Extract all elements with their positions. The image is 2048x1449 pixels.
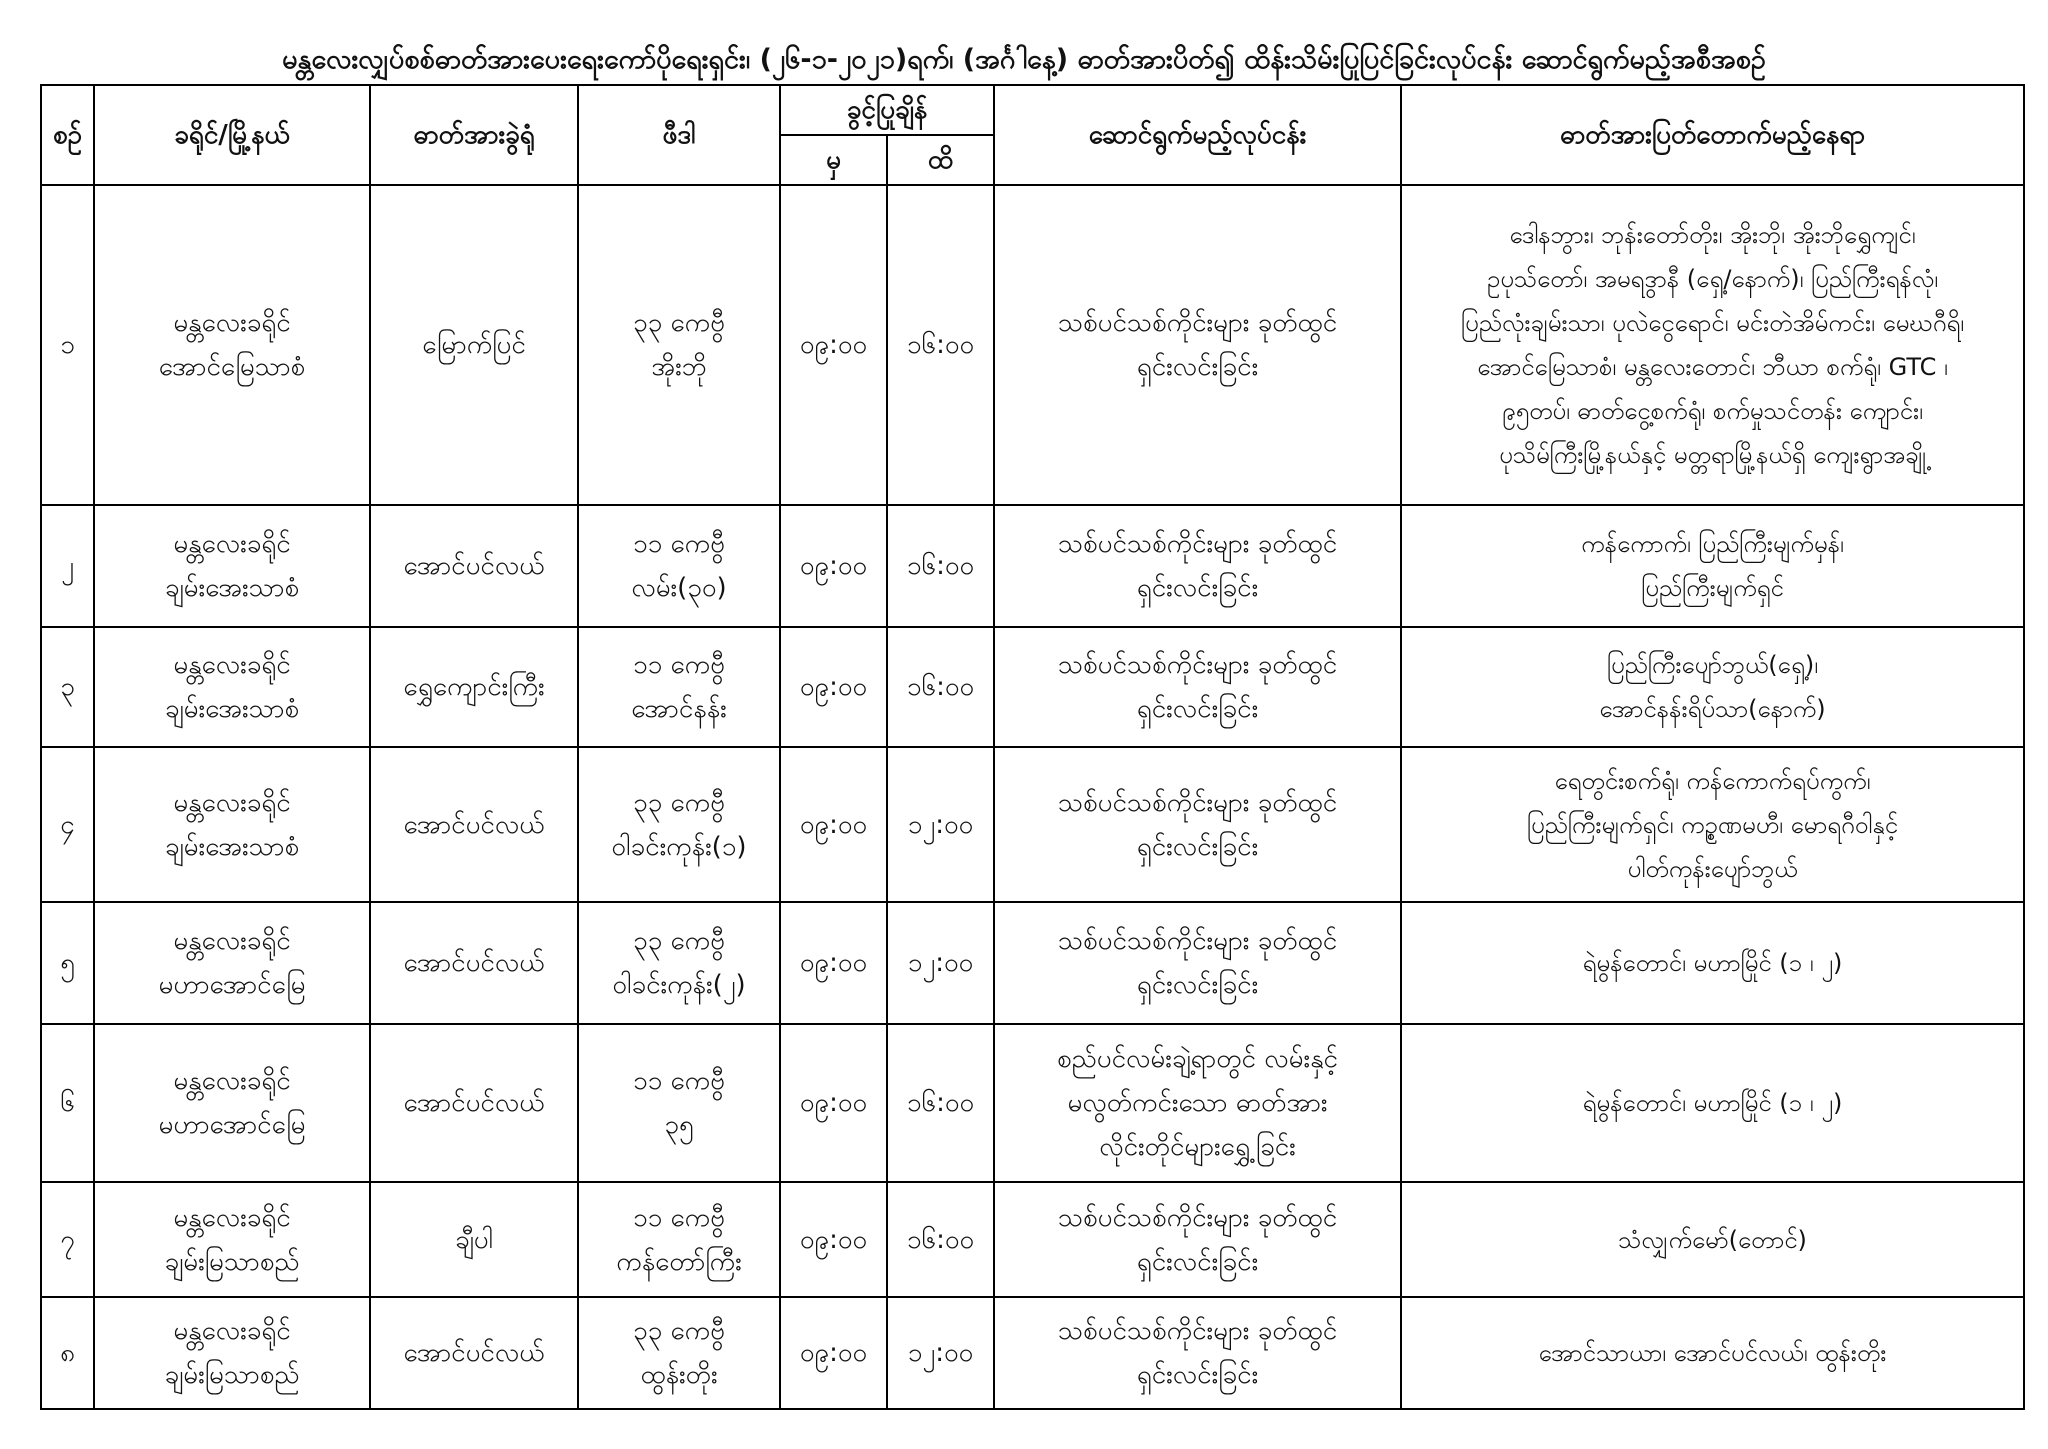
time-from-cell: ၀၉:၀၀ [780, 902, 887, 1024]
header-from: မှ [780, 135, 887, 185]
region-cell-line: အောင်မြေသာစံ [158, 352, 306, 382]
areas-cell-line: အောင်နန်းရိပ်သာ(နောက်) [1599, 695, 1826, 723]
areas-cell [1401, 627, 2024, 747]
region-cell [94, 505, 370, 627]
feeder-cell-line: ဝါခင်းကုန်း(၂) [612, 970, 746, 1000]
work-cell [994, 1297, 1401, 1409]
region-cell [94, 902, 370, 1024]
feeder-cell-line: ၃၃ ကေဗွီ [633, 926, 725, 956]
time-to-cell: ၁၆:၀၀ [887, 627, 994, 747]
header-no: စဉ် [41, 85, 94, 185]
time-to-cell: ၁၆:၀၀ [887, 185, 994, 505]
header-areas: ဓာတ်အားပြတ်တောက်မည့်နေရာ [1401, 85, 2024, 185]
work-cell [994, 505, 1401, 627]
areas-cell [1401, 1182, 2024, 1297]
feeder-cell-line: ၃၃ ကေဗွီ [633, 308, 725, 338]
time-from-cell: ၀၉:၀၀ [780, 1182, 887, 1297]
table-row [41, 902, 2024, 1024]
work-cell [994, 1182, 1401, 1297]
areas-cell-line: ဥပုသ်တော်၊ အမရဒွာနီ (ရှေ့/နောက်)၊ ပြည်ကြီးရန်လုံ၊ [1486, 265, 1939, 293]
region-cell-line: ချမ်းအေးသာစံ [164, 831, 300, 862]
feeder-cell-line: ၁၁ ကေဗွီ [633, 1066, 725, 1096]
areas-cell-line: သံလျှက်မော်(တောင်) [1618, 1225, 1807, 1254]
region-cell-line: မန္တလေးခရိုင် [173, 650, 291, 680]
work-cell-line: သစ်ပင်သစ်ကိုင်းများ ခုတ်ထွင် [1057, 308, 1338, 338]
feeder-cell-line: ဝါခင်းကုန်း(၁) [611, 831, 747, 862]
region-cell [94, 1297, 370, 1409]
work-cell-line: လိုင်းတိုင်များရွှေ့ခြင်း [1099, 1132, 1296, 1162]
areas-cell [1401, 1297, 2024, 1409]
time-from-cell: ၀၉:၀၀ [780, 627, 887, 747]
header-region: ခရိုင်/မြို့နယ် [94, 85, 370, 185]
feeder-cell [578, 1297, 780, 1409]
work-cell-line: သစ်ပင်သစ်ကိုင်းများ ခုတ်ထွင် [1057, 1202, 1338, 1233]
areas-cell-line: အောင်သာယာ၊ အောင်ပင်လယ်၊ ထွန်းတိုး [1538, 1339, 1887, 1367]
time-to-cell: ၁၂:၀၀ [887, 1297, 994, 1409]
feeder-cell [578, 1024, 780, 1182]
areas-cell-line: ရဲမွန်တောင်၊ မဟာမြိုင် (၁ ၊ ၂) [1582, 949, 1843, 977]
areas-cell [1401, 747, 2024, 902]
work-cell-line: ရှင်းလင်းခြင်း [1136, 352, 1259, 382]
header-permitted-time: ခွင့်ပြုချိန် [780, 85, 994, 135]
region-cell-line: မန္တလေးခရိုင် [173, 1066, 291, 1096]
areas-cell-line: ပုသိမ်ကြီးမြို့နယ်နှင့် မတ္တရာမြို့နယ်ရှိ ကျေးရွာအချို့ [1499, 441, 1926, 469]
work-cell-line: သစ်ပင်သစ်ကိုင်းများ ခုတ်ထွင် [1057, 926, 1338, 956]
table-row [41, 747, 2024, 902]
areas-cell [1401, 1024, 2024, 1182]
substation-cell: မြောက်ပြင် [370, 185, 578, 505]
region-cell-line: မန္တလေးခရိုင် [173, 926, 291, 956]
row-number: ၇ [41, 1182, 94, 1297]
substation-cell: အောင်ပင်လယ် [370, 747, 578, 902]
substation-cell: အောင်ပင်လယ် [370, 1297, 578, 1409]
areas-cell-line: ပါတ်ကုန်းပျော်ဘွယ် [1627, 854, 1798, 883]
header-to: ထိ [887, 135, 994, 185]
areas-cell-line: ကန်ကောက်၊ ပြည်ကြီးမျက်မှန်၊ [1581, 530, 1844, 558]
areas-cell [1401, 902, 2024, 1024]
substation-cell: အောင်ပင်လယ် [370, 902, 578, 1024]
region-cell [94, 747, 370, 902]
feeder-cell [578, 185, 780, 505]
areas-cell-line: ပြည်ကြီးပျော်ဘွယ်(ရှေ့)၊ [1606, 651, 1819, 679]
feeder-cell-line: ၁၁ ကေဗွီ [633, 529, 725, 559]
work-cell [994, 1024, 1401, 1182]
work-cell-line: သစ်ပင်သစ်ကိုင်းများ ခုတ်ထွင် [1057, 787, 1338, 818]
header-feeder: ဖီဒါ [578, 85, 780, 185]
region-cell-line: ချမ်းအေးသာစံ [164, 573, 300, 603]
work-cell-line: သစ်ပင်သစ်ကိုင်းများ ခုတ်ထွင် [1057, 650, 1338, 680]
work-cell-line: ရှင်းလင်းခြင်း [1136, 970, 1259, 1000]
work-cell-line: ရှင်းလင်းခြင်း [1136, 1360, 1259, 1390]
work-cell-line: မလွတ်ကင်းသော ဓာတ်အား [1067, 1088, 1328, 1118]
region-cell [94, 185, 370, 505]
feeder-cell [578, 747, 780, 902]
feeder-cell-line: အောင်နန်း [631, 694, 727, 724]
work-cell [994, 627, 1401, 747]
outage-schedule-table [40, 84, 2025, 1410]
row-number: ၈ [41, 1297, 94, 1409]
row-number: ၂ [41, 505, 94, 627]
areas-cell-line: အောင်မြေသာစံ၊ မန္တလေးတောင်၊ ဘီယာ စက်ရုံ၊ GTC ၊ [1477, 353, 1948, 381]
region-cell-line: မန္တလေးခရိုင် [173, 787, 291, 818]
areas-cell-line: ပြည်ကြီးမျက်ရှင် [1641, 574, 1784, 602]
region-cell-line: ချမ်းအေးသာစံ [164, 694, 300, 724]
table-row [41, 627, 2024, 747]
areas-cell-line: ပြည်လုံးချမ်းသာ၊ ပုလဲငွေရောင်၊ မင်းတဲအိမ်ကင်း၊ မေဃဂီရိ၊ [1460, 309, 1965, 337]
region-cell-line: ချမ်းမြသာစည် [164, 1360, 300, 1390]
feeder-cell-line: ၁၁ ကေဗွီ [633, 1202, 725, 1233]
work-cell-line: စည်ပင်လမ်းချဲ့ရာတွင် လမ်းနှင့် [1057, 1044, 1338, 1074]
feeder-cell-line: အိုးဘို [651, 352, 707, 382]
feeder-cell-line: ၃၅ [664, 1110, 694, 1140]
time-to-cell: ၁၆:၀၀ [887, 505, 994, 627]
substation-cell: ချီပါ [370, 1182, 578, 1297]
table-row [41, 1297, 2024, 1409]
feeder-cell-line: ၃၃ ကေဗွီ [633, 1316, 725, 1346]
header-work: ဆောင်ရွက်မည့်လုပ်ငန်း [994, 85, 1401, 185]
work-cell-line: သစ်ပင်သစ်ကိုင်းများ ခုတ်ထွင် [1057, 1316, 1338, 1346]
feeder-cell-line: ကန်တော်ကြီး [616, 1246, 742, 1277]
region-cell-line: မန္တလေးခရိုင် [173, 529, 291, 559]
region-cell [94, 1024, 370, 1182]
feeder-cell-line: လမ်း(၃၀) [631, 573, 727, 603]
time-from-cell: ၀၉:၀၀ [780, 747, 887, 902]
areas-cell-line: ဒေါနဘွား၊ ဘုန်းတော်တိုး၊ အိုးဘို၊ အိုးဘိုရွှေကျင်၊ [1509, 221, 1916, 249]
region-cell-line: မန္တလေးခရိုင် [173, 1316, 291, 1346]
work-cell [994, 185, 1401, 505]
feeder-cell [578, 1182, 780, 1297]
areas-cell-line: ရဲမွန်တောင်၊ မဟာမြိုင် (၁ ၊ ၂) [1582, 1089, 1843, 1117]
time-to-cell: ၁၆:၀၀ [887, 1024, 994, 1182]
table-row [41, 185, 2024, 505]
feeder-cell [578, 627, 780, 747]
row-number: ၄ [41, 747, 94, 902]
time-to-cell: ၁၂:၀၀ [887, 747, 994, 902]
areas-cell-line: ရေတွင်းစက်ရုံ၊ ကန်ကောက်ရပ်ကွက်၊ [1554, 766, 1871, 795]
substation-cell: အောင်ပင်လယ် [370, 505, 578, 627]
header-substation: ဓာတ်အားခွဲရုံ [370, 85, 578, 185]
region-cell-line: မန္တလေးခရိုင် [173, 1202, 291, 1233]
region-cell [94, 1182, 370, 1297]
time-from-cell: ၀၉:၀၀ [780, 1297, 887, 1409]
table-row [41, 505, 2024, 627]
table-row [41, 1182, 2024, 1297]
table-body [41, 185, 2024, 1409]
feeder-cell-line: ၁၁ ကေဗွီ [633, 650, 725, 680]
work-cell-line: ရှင်းလင်းခြင်း [1136, 694, 1259, 724]
areas-cell-line: ၉၅တပ်၊ ဓာတ်ငွေ့စက်ရုံ၊ စက်မှုသင်တန်း ကျောင်း၊ [1502, 397, 1923, 425]
time-to-cell: ၁၆:၀၀ [887, 1182, 994, 1297]
feeder-cell-line: ၃၃ ကေဗွီ [633, 787, 725, 818]
substation-cell: ရွှေကျောင်းကြီး [370, 627, 578, 747]
work-cell [994, 902, 1401, 1024]
work-cell-line: ရှင်းလင်းခြင်း [1136, 1246, 1259, 1277]
work-cell-line: ရှင်းလင်းခြင်း [1136, 831, 1259, 862]
substation-cell: အောင်ပင်လယ် [370, 1024, 578, 1182]
work-cell [994, 747, 1401, 902]
region-cell-line: မဟာအောင်မြေ [158, 1110, 306, 1140]
feeder-cell-line: ထွန်းတိုး [640, 1360, 718, 1390]
row-number: ၃ [41, 627, 94, 747]
region-cell-line: မန္တလေးခရိုင် [173, 308, 291, 338]
time-from-cell: ၀၉:၀၀ [780, 505, 887, 627]
areas-cell [1401, 185, 2024, 505]
region-cell-line: မဟာအောင်မြေ [158, 970, 306, 1000]
row-number: ၅ [41, 902, 94, 1024]
table-row [41, 1024, 2024, 1182]
time-to-cell: ၁၂:၀၀ [887, 902, 994, 1024]
row-number: ၆ [41, 1024, 94, 1182]
row-number: ၁ [41, 185, 94, 505]
work-cell-line: ရှင်းလင်းခြင်း [1136, 573, 1259, 603]
feeder-cell [578, 902, 780, 1024]
work-cell-line: သစ်ပင်သစ်ကိုင်းများ ခုတ်ထွင် [1057, 529, 1338, 559]
document-title: မန္တလေးလျှပ်စစ်ဓာတ်အားပေးရေးကော်ပိုရေးရှင်း၊ (၂၆-၁-၂၀၂၁)ရက်၊ (အင်္ဂါနေ့) ဓာတ်အားပိတ်၍ ထိန်းသိမ်းပြုပြင်ခြင်းလုပ်ငန်း ဆောင်ရွက်မည့်အစီအစဉ် [282, 44, 1766, 75]
areas-cell-line: ပြည်ကြီးမျက်ရှင်၊ ကဥ္စဏမဟီ၊ မောရဂီဝါနှင့် [1526, 810, 1899, 839]
region-cell-line: ချမ်းမြသာစည် [164, 1246, 300, 1277]
feeder-cell [578, 505, 780, 627]
region-cell [94, 627, 370, 747]
time-from-cell: ၀၉:၀၀ [780, 1024, 887, 1182]
areas-cell [1401, 505, 2024, 627]
time-from-cell: ၀၉:၀၀ [780, 185, 887, 505]
